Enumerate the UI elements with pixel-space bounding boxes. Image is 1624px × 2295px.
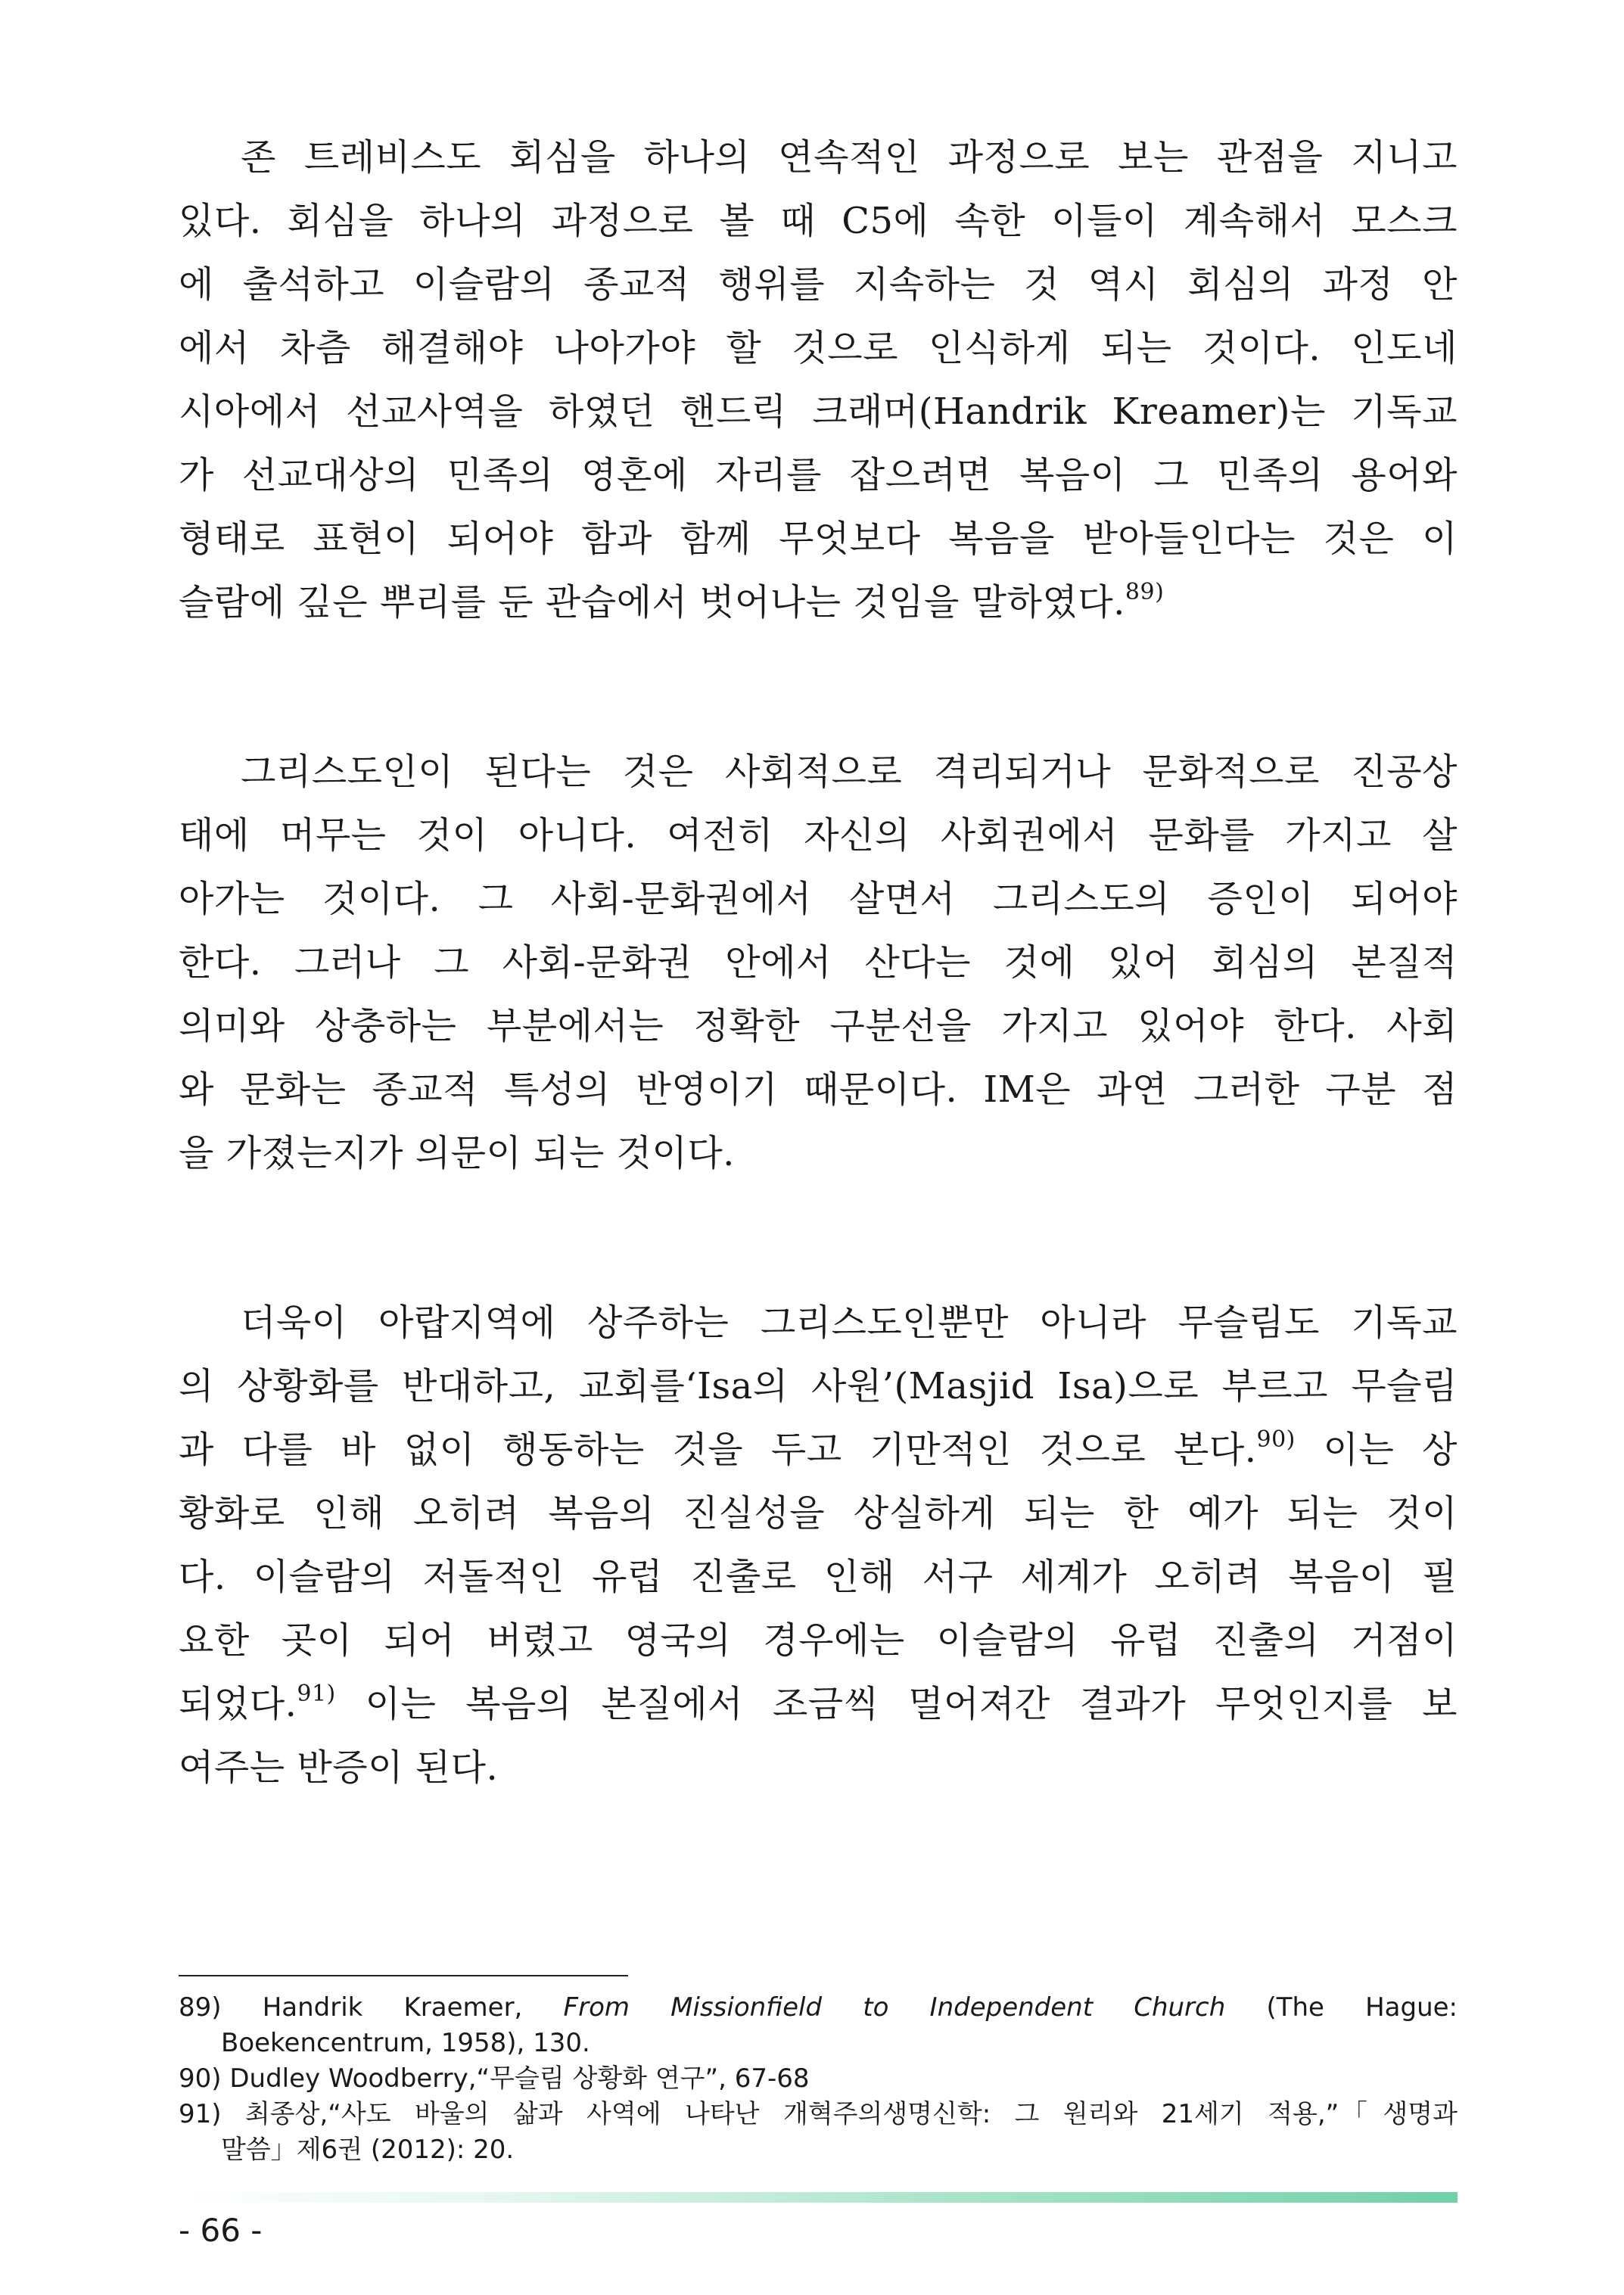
paragraph-3 [179,1291,1458,1799]
text-line-tail: 이는 상 [1295,1429,1458,1471]
footnote-ref-90[interactable]: 90) [1256,1426,1296,1453]
footnote-title: From Missionfield to Independent Church [563,1992,1226,2023]
footnotes [179,1990,1458,2168]
text-line: 가 선교대상의 민족의 영혼에 자리를 잡으려면 복음이 그 민족의 용어와 [179,454,1458,496]
text-line: 의미와 상충하는 부분에서는 정확한 구분선을 가지고 있어야 한다. 사회 [179,1005,1458,1047]
text-line-tail: 이는 복음의 본질에서 조금씩 멀어져간 결과가 무엇인지를 보 [335,1683,1458,1725]
text-line [179,1672,1458,1736]
text-line: 더욱이 아랍지역에 상주하는 그리스도인뿐만 아니라 무슬림도 기독교 [241,1301,1458,1344]
footnote-91-cont: 말씀」제6권 (2012): 20. [221,2135,515,2165]
paragraph-1 [179,126,1458,634]
footnote-90: 90) Dudley Woodberry,“무슬림 상황화 연구”, 67-68 [179,2063,810,2094]
text-line-body: 슬람에 깊은 뿌리를 둔 관습에서 벗어나는 것임을 말하였다. [179,581,1125,624]
text-line: 황화로 인해 오히려 복음의 진실성을 상실하게 되는 한 예가 되는 것이 [179,1492,1458,1535]
text-line: 에 출석하고 이슬람의 종교적 행위를 지속하는 것 역시 회심의 과정 안 [179,263,1458,306]
text-line: 의 상황화를 반대하고, 교회를‘Isa의 사원’(Masjid Isa)으로 부르고 무슬림 [179,1365,1458,1407]
footnote-publisher: (The Hague: [1266,1992,1458,2023]
footnote-author: Handrik Kraemer, [262,1992,523,2023]
text-line: 아가는 것이다. 그 사회-문화권에서 살면서 그리스도의 증인이 되어야 [179,878,1458,920]
text-line: 태에 머무는 것이 아니다. 여전히 자신의 사회권에서 문화를 가지고 살 [179,814,1458,857]
text-line: 요한 곳이 되어 버렸고 영국의 경우에는 이슬람의 유럽 진출의 거점이 [179,1619,1458,1662]
footnote-ref-89[interactable]: 89) [1125,579,1165,605]
text-line-body: 되었다. [179,1683,297,1725]
footnote-91: 91) 최종상,“사도 바울의 삶과 사역에 나타난 개혁주의생명신학: 그 원리와 21세기 적용,”「생명과 [179,2099,1458,2129]
text-line: 형태로 표현이 되어야 함과 함께 무엇보다 복음을 받아들인다는 것은 이 [179,518,1458,560]
text-line [179,571,1458,634]
text-line: 와 문화는 종교적 특성의 반영이기 때문이다. IM은 과연 그러한 구분 점 [179,1068,1458,1111]
text-line: 존 트레비스도 회심을 하나의 연속적인 과정으로 보는 관점을 지니고 [241,136,1458,179]
footnote-ref-91[interactable]: 91) [297,1681,336,1707]
paragraph-2 [179,740,1458,1185]
text-line [179,1418,1458,1482]
text-line: 에서 차츰 해결해야 나아가야 할 것으로 인식하게 되는 것이다. 인도네 [179,327,1458,369]
text-line: 한다. 그러나 그 사회-문화권 안에서 산다는 것에 있어 회심의 본질적 [179,941,1458,984]
text-line: 을 가졌는지가 의문이 되는 것이다. [179,1132,735,1174]
page-number: - 66 - [179,2212,263,2249]
text-line: 있다. 회심을 하나의 과정으로 볼 때 C5에 속한 이들이 계속해서 모스크 [179,200,1458,242]
text-line: 여주는 반증이 된다. [179,1746,499,1789]
footer-accent-bar [179,2192,1458,2203]
text-line: 시아에서 선교사역을 하였던 핸드릭 크래머(Handrik Kreamer)는 기독교 [179,390,1458,433]
text-line: 그리스도인이 된다는 것은 사회적으로 격리되거나 문화적으로 진공상 [241,751,1458,793]
footnote-89-cont: Boekencentrum, 1958), 130. [221,2028,590,2058]
text-line: 다. 이슬람의 저돌적인 유럽 진출로 인해 서구 세계가 오히려 복음이 필 [179,1556,1458,1598]
footnote-divider [179,1975,628,1976]
footnote-number: 89) [179,1992,222,2023]
text-line-body: 과 다를 바 없이 행동하는 것을 두고 기만적인 것으로 본다. [179,1429,1257,1471]
footnote-89 [179,1990,1458,2026]
